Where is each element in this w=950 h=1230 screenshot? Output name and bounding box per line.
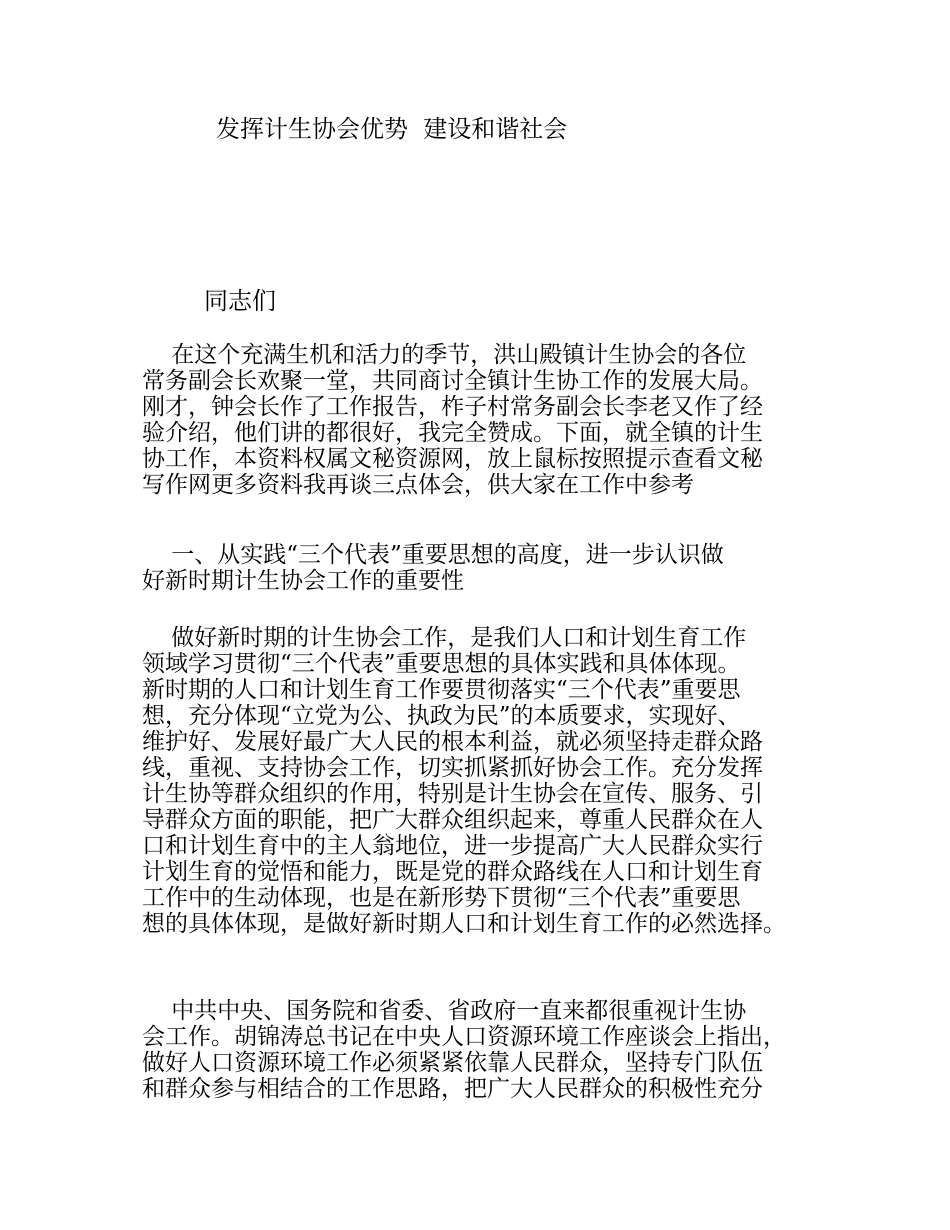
paragraph-line: 刚才，钟会长作了工作报告，柞子村常务副会长李老又作了经 bbox=[142, 394, 763, 420]
paragraph-importance bbox=[142, 625, 832, 937]
paragraph-line: 想的具体体现，是做好新时期人口和计划生育工作的必然选择。 bbox=[142, 911, 786, 937]
paragraph-line: 领域学习贯彻“三个代表”重要思想的具体实践和具体体现。 bbox=[142, 651, 741, 677]
paragraph-line: 协工作，本资料权属文秘资源网，放上鼠标按照提示查看文秘 bbox=[142, 446, 763, 472]
paragraph-line: 中共中央、国务院和省委、省政府一直来都很重视计生协 bbox=[142, 998, 747, 1024]
paragraph-line: 计划生育的觉悟和能力，既是党的群众路线在人口和计划生育 bbox=[142, 859, 763, 885]
paragraph-line: 新时期的人口和计划生育工作要贯彻落实“三个代表”重要思 bbox=[142, 677, 741, 703]
salutation: 同志们 bbox=[204, 287, 276, 315]
section-heading-1 bbox=[142, 542, 832, 594]
paragraph-line: 做好新时期的计生协会工作，是我们人口和计划生育工作 bbox=[142, 625, 747, 651]
paragraph-line: 一、从实践“三个代表”重要思想的高度，进一步认识做 bbox=[142, 542, 724, 568]
paragraph-line: 做好人口资源环境工作必须紧紧依靠人民群众，坚持专门队伍 bbox=[142, 1050, 763, 1076]
paragraph-line: 线，重视、支持协会工作，切实抓紧抓好协会工作。充分发挥 bbox=[142, 755, 763, 781]
paragraph-line: 维护好、发展好最广大人民的根本利益，就必须坚持走群众路 bbox=[142, 729, 763, 755]
paragraph-line: 口和计划生育中的主人翁地位，进一步提高广大人民群众实行 bbox=[142, 833, 763, 859]
paragraph-line: 想，充分体现“立党为公、执政为民”的本质要求，实现好、 bbox=[142, 703, 741, 729]
paragraph-line: 会工作。胡锦涛总书记在中央人口资源环境工作座谈会上指出， bbox=[142, 1024, 786, 1050]
paragraph-line: 导群众方面的职能，把广大群众组织起来，尊重人民群众在人 bbox=[142, 807, 763, 833]
paragraph-line: 好新时期计生协会工作的重要性 bbox=[142, 568, 464, 594]
document-title: 发挥计生协会优势 建设和谐社会 bbox=[216, 115, 568, 143]
paragraph-line: 验介绍，他们讲的都很好，我完全赞成。下面，就全镇的计生 bbox=[142, 420, 763, 446]
paragraph-line: 在这个充满生机和活力的季节，洪山殿镇计生协会的各位 bbox=[142, 342, 747, 368]
paragraph-line: 计生协等群众组织的作用，特别是计生协会在宣传、服务、引 bbox=[142, 781, 763, 807]
paragraph-central-government bbox=[142, 998, 832, 1102]
paragraph-line: 和群众参与相结合的工作思路，把广大人民群众的积极性充分 bbox=[142, 1076, 763, 1102]
paragraph-line: 工作中的生动体现，也是在新形势下贯彻“三个代表”重要思 bbox=[142, 885, 741, 911]
paragraph-opening bbox=[142, 342, 832, 498]
paragraph-line: 写作网更多资料我再谈三点体会，供大家在工作中参考 bbox=[142, 472, 694, 498]
paragraph-line: 常务副会长欢聚一堂，共同商讨全镇计生协工作的发展大局。 bbox=[142, 368, 763, 394]
